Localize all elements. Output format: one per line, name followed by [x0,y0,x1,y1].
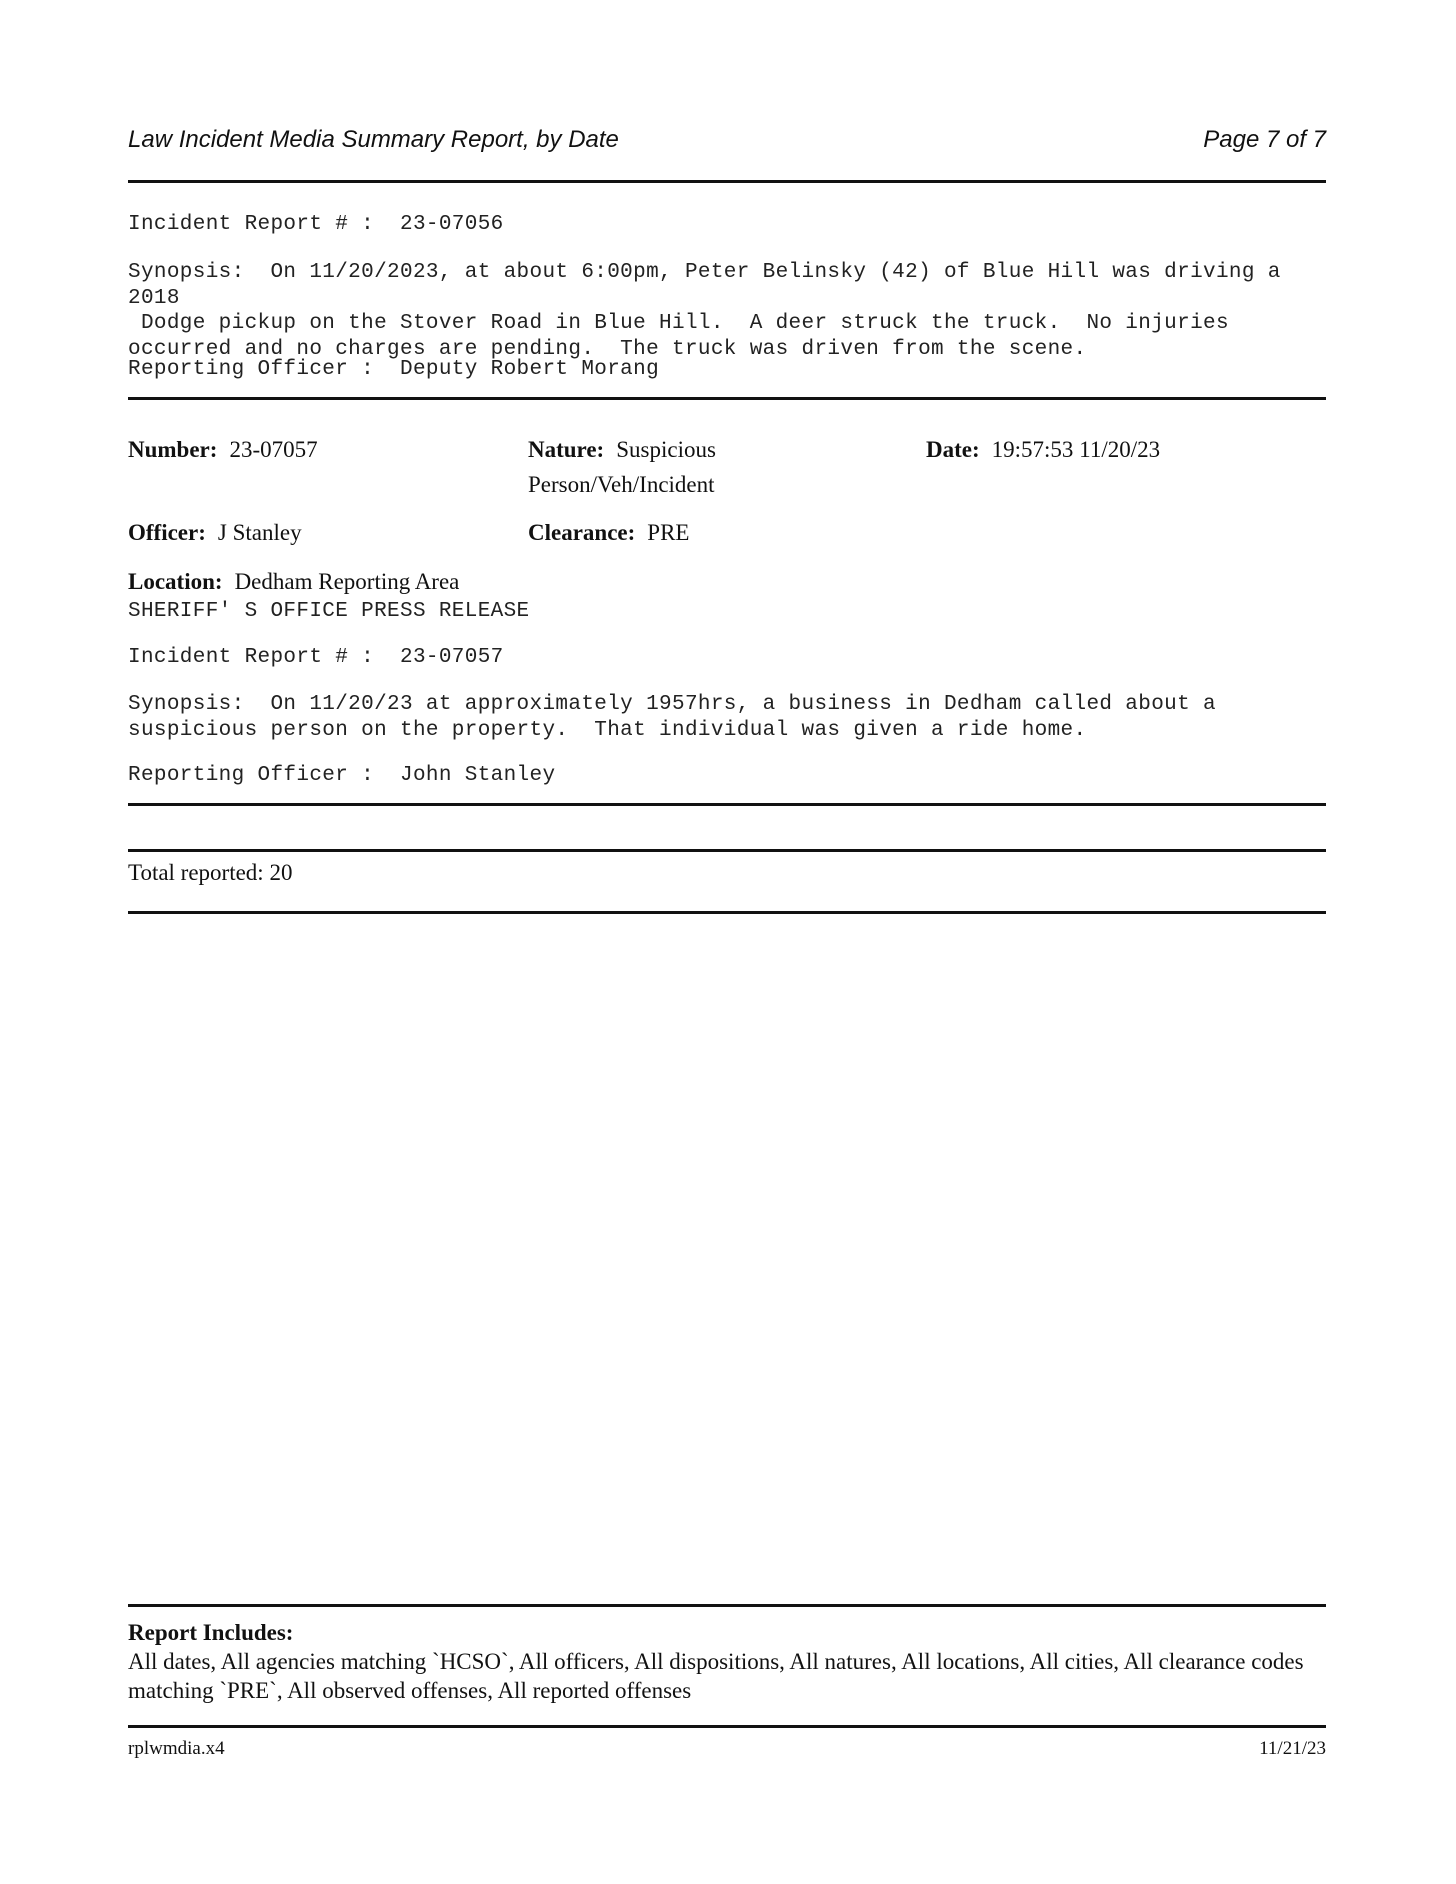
report-title: Law Incident Media Summary Report, by Date [128,126,619,153]
includes-top-divider [128,1604,1326,1607]
incident-nature: Suspicious Person/Veh/Incident [528,437,716,497]
incident-location: Dedham Reporting Area [234,569,460,594]
nature-field [528,432,778,502]
incident-synopsis: Synopsis: On 11/20/2023, at about 6:00pm, Peter Belinsky (42) of Blue Hill was driving a 2018 Dodge pickup on the Stover Road in Blue Hill. A deer struck the truck. No injuries occurred and no charges are pending. The truck was driven from the scene. [128,261,1281,361]
total-reported: Total reported: 20 [128,860,293,885]
footer-report-id: rplwmdia.x4 [128,1738,225,1759]
incident-report-number: Incident Report # : 23-07057 [128,646,504,669]
incident-number: 23-07057 [229,437,318,462]
incident-divider [128,803,1326,806]
reporting-officer: Reporting Officer : Deputy Robert Morang [128,358,660,381]
incident-report-number: Incident Report # : 23-07056 [128,213,504,236]
location-label: Location: [128,569,223,594]
officer-label: Officer: [128,520,206,545]
footer-divider [128,1725,1326,1728]
total-bottom-divider [128,911,1326,914]
press-release-heading: SHERIFF' S OFFICE PRESS RELEASE [128,600,530,623]
report-includes-label: Report Includes: [128,1620,294,1645]
clearance-label: Clearance: [528,520,636,545]
incident-divider [128,397,1326,400]
clearance-field [528,515,689,550]
page-number: Page 7 of 7 [1203,126,1326,153]
incident-synopsis: Synopsis: On 11/20/23 at approximately 1957hrs, a business in Dedham called about a suspicious person on the property. That individual was given a ride home. [128,693,1216,742]
number-label: Number: [128,437,218,462]
date-field [926,432,1160,467]
total-top-divider [128,849,1326,852]
footer-date: 11/21/23 [1259,1738,1326,1759]
report-includes-text: All dates, All agencies matching `HCSO`, All officers, All dispositions, All natures, All locations, All cities, All clearance codes matching `PRE`, All observed offenses, All reported offenses [128,1649,1304,1703]
incident-date: 19:57:53 11/20/23 [991,437,1161,462]
location-field [128,564,459,599]
reporting-officer: Reporting Officer : John Stanley [128,764,556,787]
officer-field [128,515,302,550]
date-label: Date: [926,437,980,462]
incident-clearance: PRE [647,520,690,545]
incident-officer: J Stanley [217,520,302,545]
incident-number-field [128,432,318,467]
nature-label: Nature: [528,437,605,462]
header-divider [128,180,1326,183]
